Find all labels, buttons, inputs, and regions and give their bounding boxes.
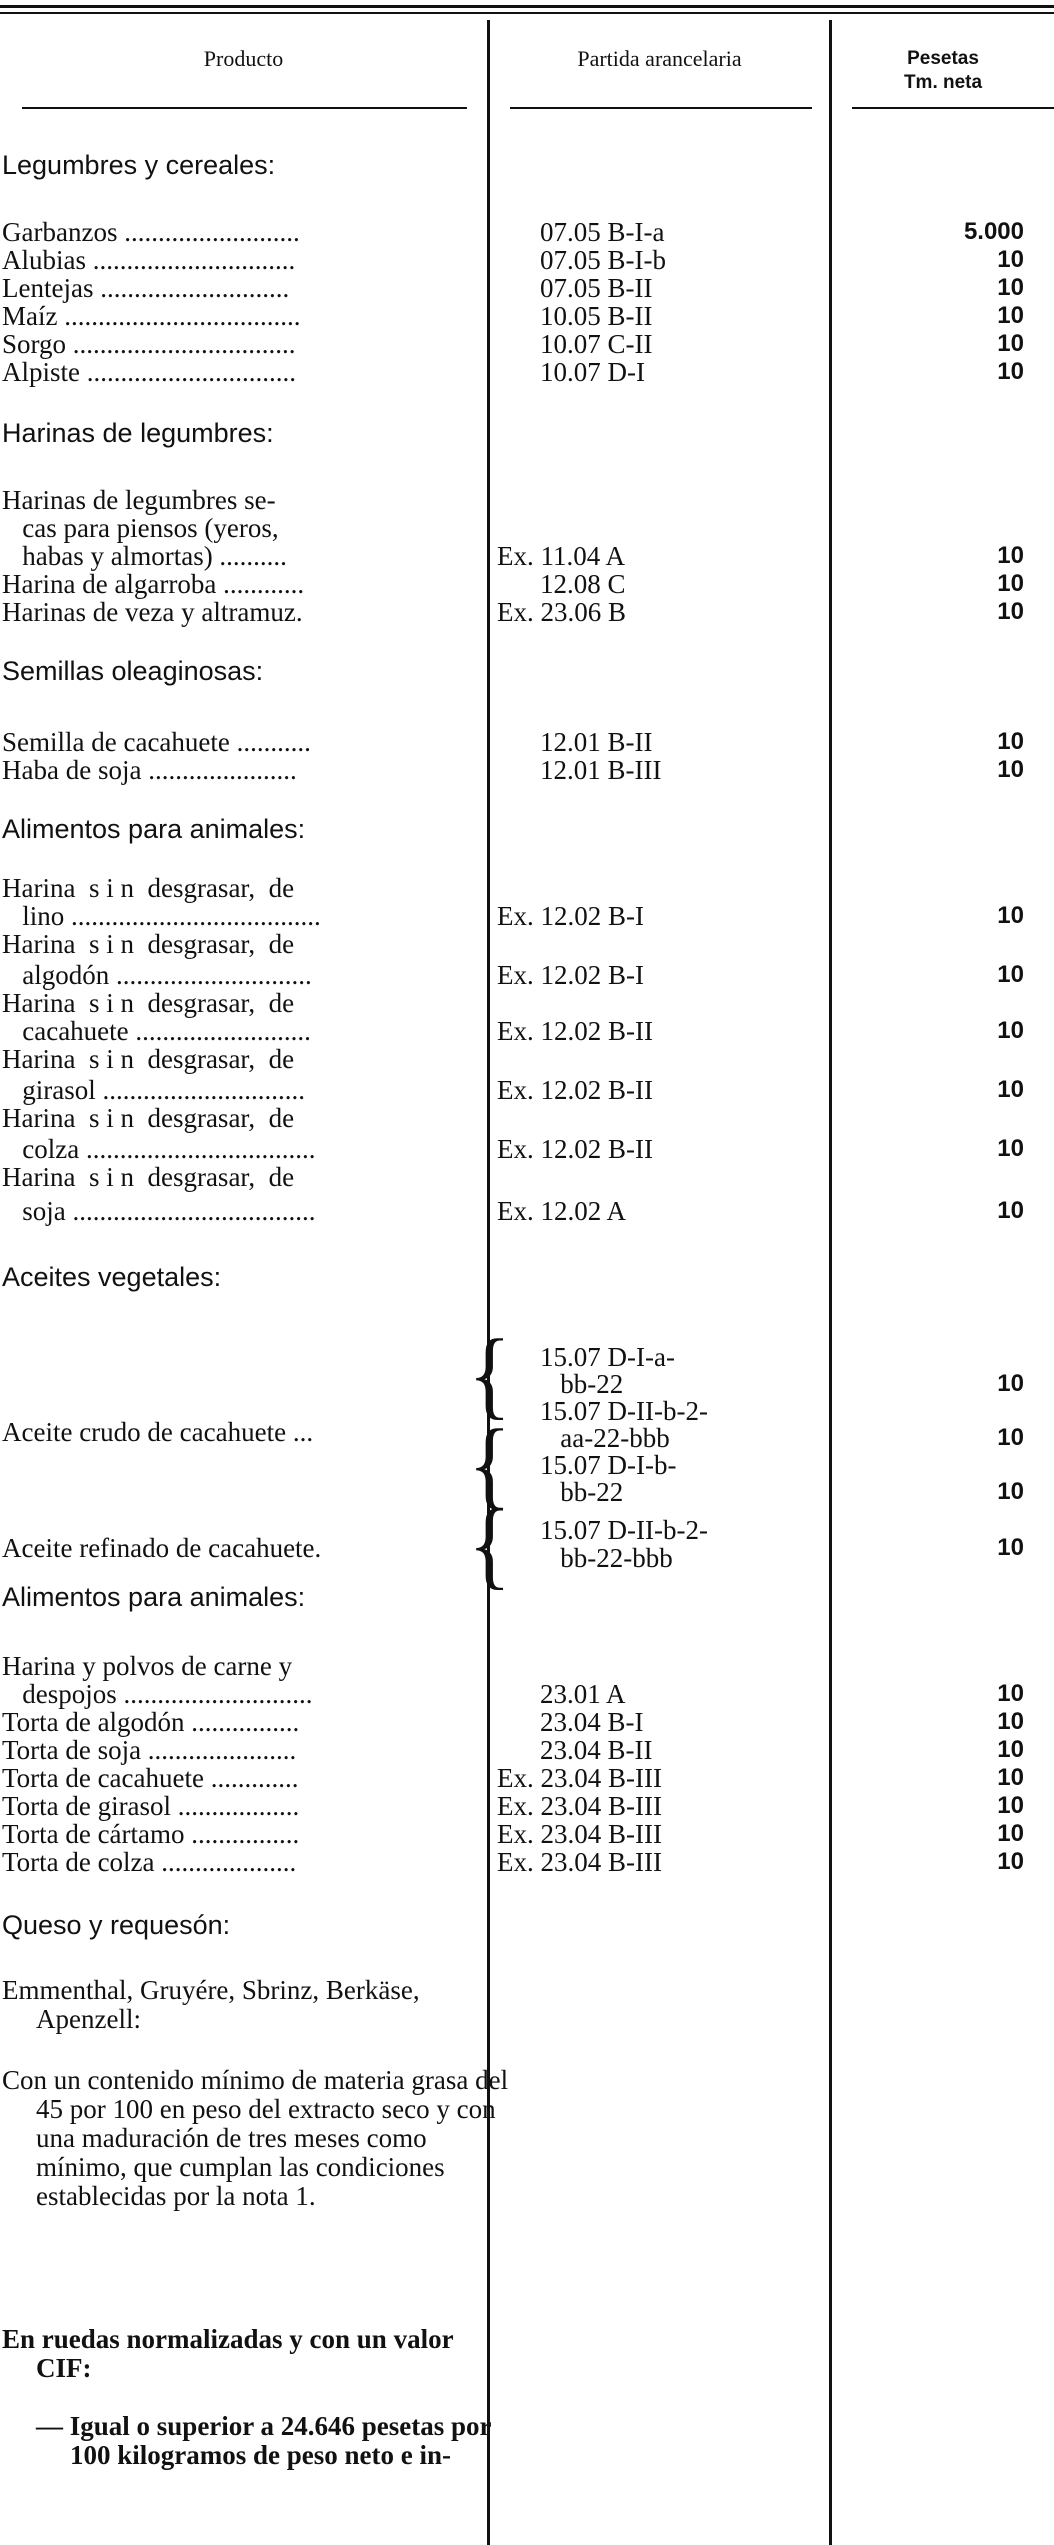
row-colza-1: [0, 1103, 1054, 1133]
producto: Harina s i n desgrasar, de: [2, 1044, 295, 1074]
partida: Ex. 12.02 B-II: [497, 1134, 653, 1164]
pesetas: 10: [997, 1820, 1024, 1847]
row-lino-2: [0, 901, 1054, 931]
pesetas: 10: [997, 1848, 1024, 1875]
pesetas: 10: [997, 1764, 1024, 1791]
partida: Ex. 23.04 B-III: [497, 1819, 662, 1849]
pesetas: 10: [997, 728, 1024, 755]
row-torta-cacahuete: [0, 1763, 1054, 1793]
partida: 07.05 B-I-b: [540, 245, 666, 275]
partida: 12.01 B-II: [540, 727, 653, 757]
pesetas: 10: [997, 302, 1024, 329]
partida: bb-22-bbb: [540, 1543, 673, 1573]
partida: Ex. 23.06 B: [497, 597, 627, 627]
section-harinas: Harinas de legumbres:: [2, 418, 274, 448]
pesetas: 10: [997, 1017, 1024, 1044]
block-quesos: Emmenthal, Gruyére, Sbrinz, Berkäse, Apenzell:: [2, 1975, 420, 2034]
producto: Aceite refinado de cacahuete.: [2, 1533, 322, 1563]
partida: 23.04 B-II: [540, 1735, 653, 1765]
row-soja-2: [0, 1196, 1054, 1226]
row-carne-1: [0, 1651, 1054, 1681]
partida: Ex. 12.02 B-I: [497, 901, 644, 931]
producto: Lentejas ............................: [2, 273, 290, 303]
section-legumbres: Legumbres y cereales:: [2, 150, 276, 180]
producto: Garbanzos ..........................: [2, 217, 300, 247]
pesetas: 5.000: [963, 218, 1024, 245]
top-rule-thin: [0, 12, 1054, 14]
producto: lino .....................................: [2, 901, 321, 931]
row-harinas-secas-1: [0, 485, 1054, 515]
pesetas: 10: [997, 330, 1024, 357]
producto: despojos ............................: [2, 1679, 313, 1709]
producto: Alpiste ...............................: [2, 357, 296, 387]
partida: 12.08 C: [540, 569, 626, 599]
producto: Torta de cacahuete .............: [2, 1763, 299, 1793]
pesetas: 10: [997, 598, 1024, 625]
pesetas: 10: [997, 1076, 1024, 1103]
producto: Sorgo .................................: [2, 329, 296, 359]
row-aceite-e: [0, 1450, 1054, 1480]
row-lentejas: [0, 273, 1054, 303]
producto: girasol ..............................: [2, 1075, 305, 1105]
partida: 15.07 D-I-b-: [540, 1450, 677, 1480]
row-harinas-secas-3: [0, 541, 1054, 571]
row-garbanzos: [0, 217, 1054, 247]
partida: 23.01 A: [540, 1679, 626, 1709]
section-alimentos-1: Alimentos para animales:: [2, 814, 306, 844]
pesetas: 10: [997, 246, 1024, 273]
partida: Ex. 11.04 A: [497, 541, 625, 571]
block-contenido: Con un contenido mínimo de materia grasa del 45 por 100 en peso del extracto seco y con una maduración de tres meses como mínimo, que cumplan las condiciones establecidas por la nota 1.: [2, 2065, 509, 2211]
row-torta-cartamo: [0, 1819, 1054, 1849]
row-cacahuete-2: [0, 1016, 1054, 1046]
pesetas: 10: [997, 1680, 1024, 1707]
partida: Ex. 12.02 A: [497, 1196, 627, 1226]
producto: colza ..................................: [2, 1134, 316, 1164]
partida: 12.01 B-III: [540, 755, 662, 785]
header-producto: Producto: [203, 46, 284, 71]
partida: bb-22: [540, 1369, 624, 1399]
producto: Torta de cártamo ................: [2, 1819, 300, 1849]
producto: Harina s i n desgrasar, de: [2, 1103, 295, 1133]
block-ruedas: En ruedas normalizadas y con un valor CIF:: [2, 2324, 454, 2383]
row-torta-girasol: [0, 1791, 1054, 1821]
partida: Ex. 23.04 B-III: [497, 1847, 662, 1877]
header-underline-2: [510, 107, 812, 109]
partida: Ex. 12.02 B-I: [497, 960, 644, 990]
partida: 15.07 D-II-b-2-: [540, 1396, 708, 1426]
producto: Maíz ...................................: [2, 301, 301, 331]
producto: Torta de girasol ..................: [2, 1791, 300, 1821]
brace-3: {: [468, 1490, 512, 1599]
row-algodon-1: [0, 929, 1054, 959]
pesetas: 10: [997, 1534, 1024, 1561]
row-alpiste: [0, 357, 1054, 387]
producto: Harinas de legumbres se-: [2, 485, 276, 515]
header-partida: Partida arancelaria: [577, 46, 742, 71]
row-aceite-d: [0, 1417, 1054, 1453]
pesetas: 10: [997, 1135, 1024, 1162]
header-tm-neta: Tm. neta: [903, 72, 983, 93]
pesetas: 10: [997, 1792, 1024, 1819]
row-carne-2: [0, 1679, 1054, 1709]
producto: Harina y polvos de carne y: [2, 1651, 293, 1681]
row-sorgo: [0, 329, 1054, 359]
row-soja-1: [0, 1162, 1054, 1192]
partida: 10.07 C-II: [540, 329, 653, 359]
row-girasol-1: [0, 1044, 1054, 1074]
row-aceite-f: [0, 1477, 1054, 1507]
pesetas: 10: [997, 1478, 1024, 1505]
pesetas: 10: [997, 1197, 1024, 1224]
row-aceite-a: [0, 1342, 1054, 1372]
row-lino-1: [0, 873, 1054, 903]
pesetas: 10: [997, 756, 1024, 783]
producto: Alubias ..............................: [2, 245, 296, 275]
producto: Harina s i n desgrasar, de: [2, 1162, 295, 1192]
section-queso: Queso y requesón:: [2, 1910, 231, 1940]
partida: aa-22-bbb: [540, 1423, 670, 1453]
partida: 10.07 D-I: [540, 357, 645, 387]
row-algarroba: [0, 569, 1054, 599]
header-pesetas: Pesetas: [907, 48, 979, 69]
producto: algodón .............................: [2, 960, 312, 990]
pesetas: 10: [997, 1370, 1024, 1397]
row-torta-colza: [0, 1847, 1054, 1877]
row-aceite-h: [0, 1533, 1054, 1573]
producto: cas para piensos (yeros,: [2, 513, 279, 543]
section-aceites: Aceites vegetales:: [2, 1262, 222, 1292]
producto: soja ....................................: [2, 1196, 316, 1226]
partida: Ex. 23.04 B-III: [497, 1791, 662, 1821]
pesetas: 10: [997, 274, 1024, 301]
row-torta-soja: [0, 1735, 1054, 1765]
partida: 15.07 D-II-b-2-: [540, 1515, 708, 1545]
block-igual: — Igual o superior a 24.646 pesetas por 100 kilogramos de peso neto e in-: [36, 2411, 492, 2470]
pesetas: 10: [997, 1736, 1024, 1763]
producto: Semilla de cacahuete ...........: [2, 727, 311, 757]
row-alubias: [0, 245, 1054, 275]
pesetas: 10: [997, 902, 1024, 929]
partida: 10.05 B-II: [540, 301, 653, 331]
producto: cacahuete ..........................: [2, 1016, 311, 1046]
producto: Harina s i n desgrasar, de: [2, 988, 295, 1018]
row-maiz: [0, 301, 1054, 331]
partida: Ex. 12.02 B-II: [497, 1016, 653, 1046]
header-underline-1: [22, 107, 467, 109]
partida: Ex. 23.04 B-III: [497, 1763, 662, 1793]
top-rule-thick: [0, 5, 1054, 8]
producto: Harina de algarroba ............: [2, 569, 305, 599]
pesetas: 10: [997, 542, 1024, 569]
pesetas: 10: [997, 358, 1024, 385]
row-haba-soja: [0, 755, 1054, 785]
producto: Torta de colza ....................: [2, 1847, 297, 1877]
partida: 07.05 B-I-a: [540, 217, 665, 247]
producto: Aceite crudo de cacahuete ...: [2, 1417, 314, 1447]
producto: Harinas de veza y altramuz.: [2, 597, 303, 627]
producto: Harina s i n desgrasar, de: [2, 929, 295, 959]
pesetas: 10: [997, 1424, 1024, 1451]
section-alimentos-2: Alimentos para animales:: [2, 1582, 306, 1612]
partida: 23.04 B-I: [540, 1707, 644, 1737]
pesetas: 10: [997, 961, 1024, 988]
producto: Harina s i n desgrasar, de: [2, 873, 295, 903]
row-harinas-secas-2: [0, 513, 1054, 543]
row-cacahuete-1: [0, 988, 1054, 1018]
row-algodon-2: [0, 960, 1054, 990]
row-semilla-cacahuete: [0, 727, 1054, 757]
header-underline-3: [852, 107, 1054, 109]
partida: Ex. 12.02 B-II: [497, 1075, 653, 1105]
row-colza-2: [0, 1134, 1054, 1164]
producto: habas y almortas) ..........: [2, 541, 287, 571]
pesetas: 10: [997, 1708, 1024, 1735]
column-divider-2: [829, 20, 832, 2545]
row-girasol-2: [0, 1075, 1054, 1105]
pesetas: 10: [997, 570, 1024, 597]
row-torta-algodon: [0, 1707, 1054, 1737]
producto: Haba de soja ......................: [2, 755, 297, 785]
producto: Torta de algodón ................: [2, 1707, 300, 1737]
partida: 15.07 D-I-a-: [540, 1342, 675, 1372]
brace-1: {: [468, 1320, 512, 1429]
row-veza: [0, 597, 1054, 627]
producto: Torta de soja ......................: [2, 1735, 297, 1765]
partida: bb-22: [540, 1477, 624, 1507]
row-aceite-b: [0, 1369, 1054, 1399]
section-semillas: Semillas oleaginosas:: [2, 656, 264, 686]
brace-2: {: [468, 1410, 512, 1519]
partida: 07.05 B-II: [540, 273, 653, 303]
